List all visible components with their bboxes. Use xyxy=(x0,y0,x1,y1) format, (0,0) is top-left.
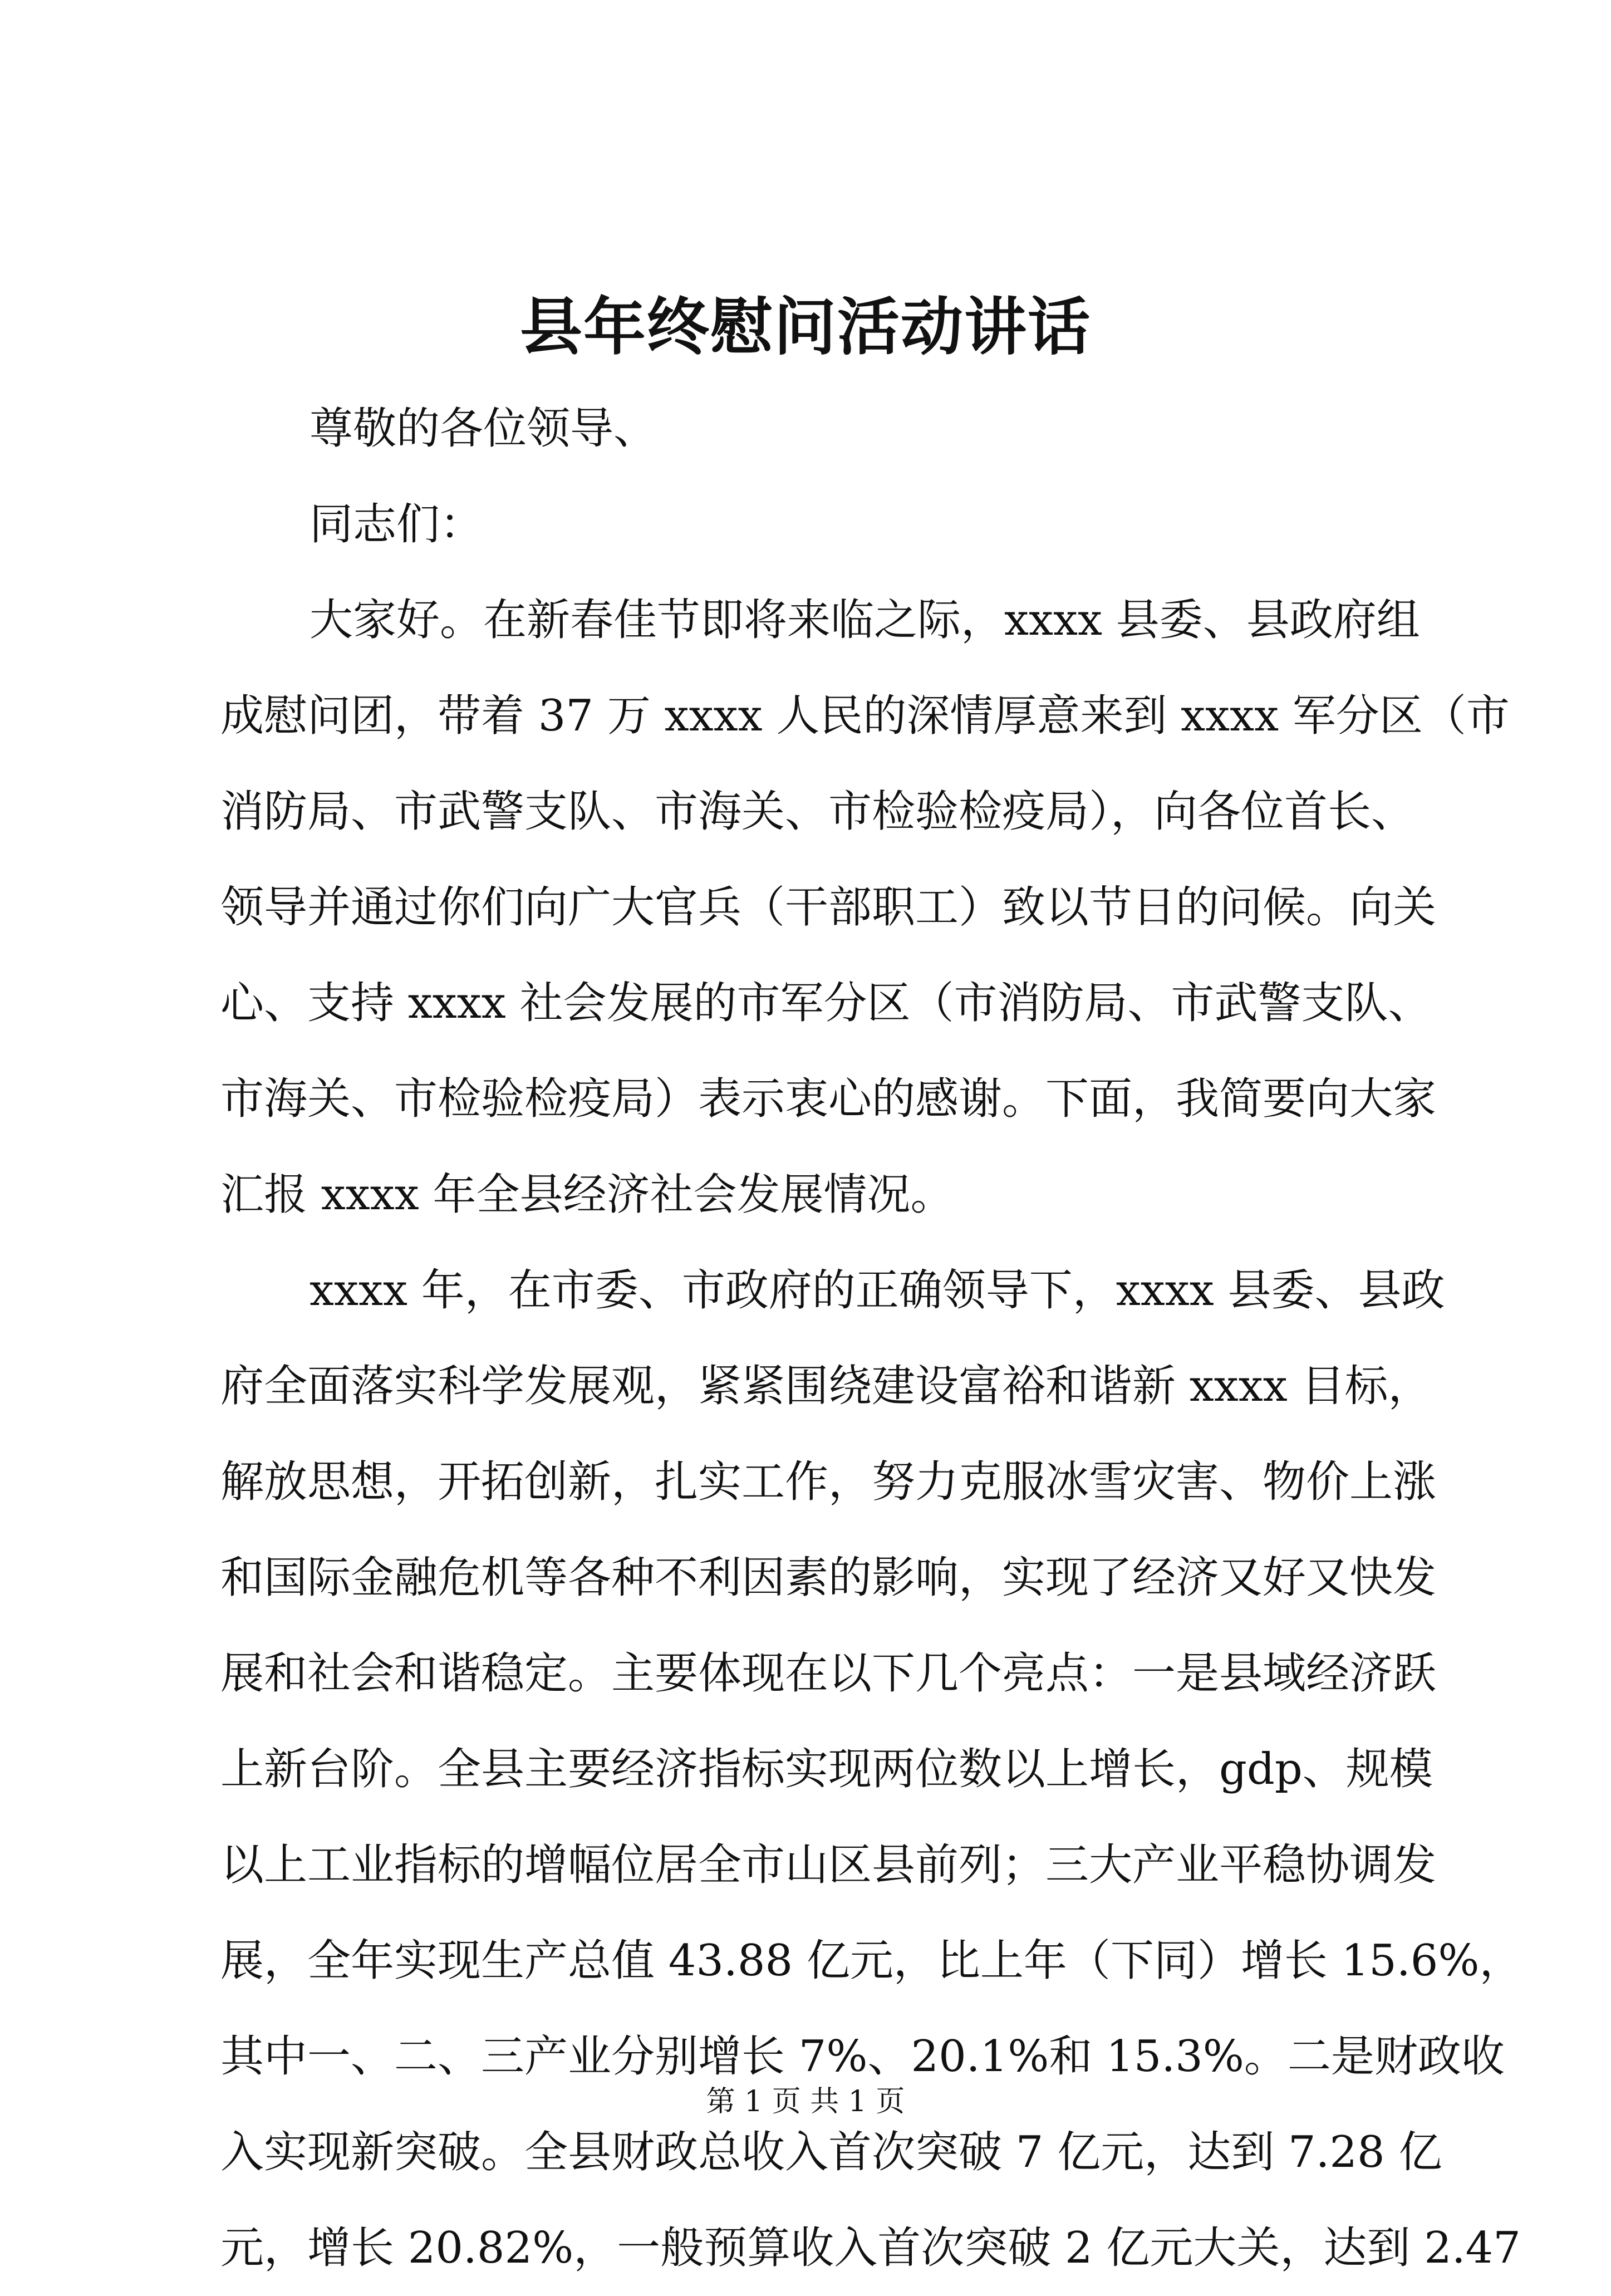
body-line: 市海关、市检验检疫局）表示衷心的感谢。下面，我简要向大家 xyxy=(220,1074,1437,1124)
body-line: xxxx 年，在市委、市政府的正确领导下，xxxx 县委、县政 xyxy=(310,1265,1445,1316)
body-line: 解放思想，开拓创新，扎实工作，努力克服冰雪灾害、物价上涨 xyxy=(220,1457,1437,1507)
document-body xyxy=(220,381,1523,2296)
body-line: 大家好。在新春佳节即将来临之际，xxxx 县委、县政府组 xyxy=(310,595,1420,645)
body-line: 入实现新突破。全县财政总收入首次突破 7 亿元，达到 7.28 亿 xyxy=(220,2127,1442,2177)
body-line: 消防局、市武警支队、市海关、市检验检疫局），向各位首长、 xyxy=(220,787,1415,837)
body-line: 府全面落实科学发展观，紧紧围绕建设富裕和谐新 xxxx 目标， xyxy=(220,1361,1432,1411)
body-line: 展和社会和谐稳定。主要体现在以下几个亮点：一是县域经济跃 xyxy=(220,1649,1437,1699)
body-line: 其中一、二、三产业分别增长 7%、20.1%和 15.3%。二是财政收 xyxy=(220,2032,1505,2082)
body-line: 同志们： xyxy=(310,499,484,550)
body-line: 元，增长 20.82%，一般预算收入首次突破 2 亿元大关，达到 2.47 xyxy=(220,2223,1521,2273)
body-line: 和国际金融危机等各种不利因素的影响，实现了经济又好又快发 xyxy=(220,1553,1437,1603)
body-line: 展，全年实现生产总值 43.88 亿元，比上年（下同）增长 15.6%， xyxy=(220,1936,1523,1986)
page-footer: 第 1 页 共 1 页 xyxy=(706,2085,905,2118)
body-line: 心、支持 xxxx 社会发展的市军分区（市消防局、市武警支队、 xyxy=(220,978,1432,1028)
body-line: 尊敬的各位领导、 xyxy=(310,404,657,454)
body-line: 以上工业指标的增幅位居全市山区县前列；三大产业平稳协调发 xyxy=(220,1840,1437,1890)
body-line: 上新台阶。全县主要经济指标实现两位数以上增长，gdp、规模 xyxy=(220,1744,1433,1794)
body-line: 成慰问团，带着 37 万 xxxx 人民的深情厚意来到 xxxx 军分区（市 xyxy=(220,691,1510,741)
document-title: 县年终慰问活动讲话 xyxy=(520,291,1091,364)
body-line: 领导并通过你们向广大官兵（干部职工）致以节日的问候。向关 xyxy=(220,882,1437,933)
body-line: 汇报 xxxx 年全县经济社会发展情况。 xyxy=(220,1170,954,1220)
